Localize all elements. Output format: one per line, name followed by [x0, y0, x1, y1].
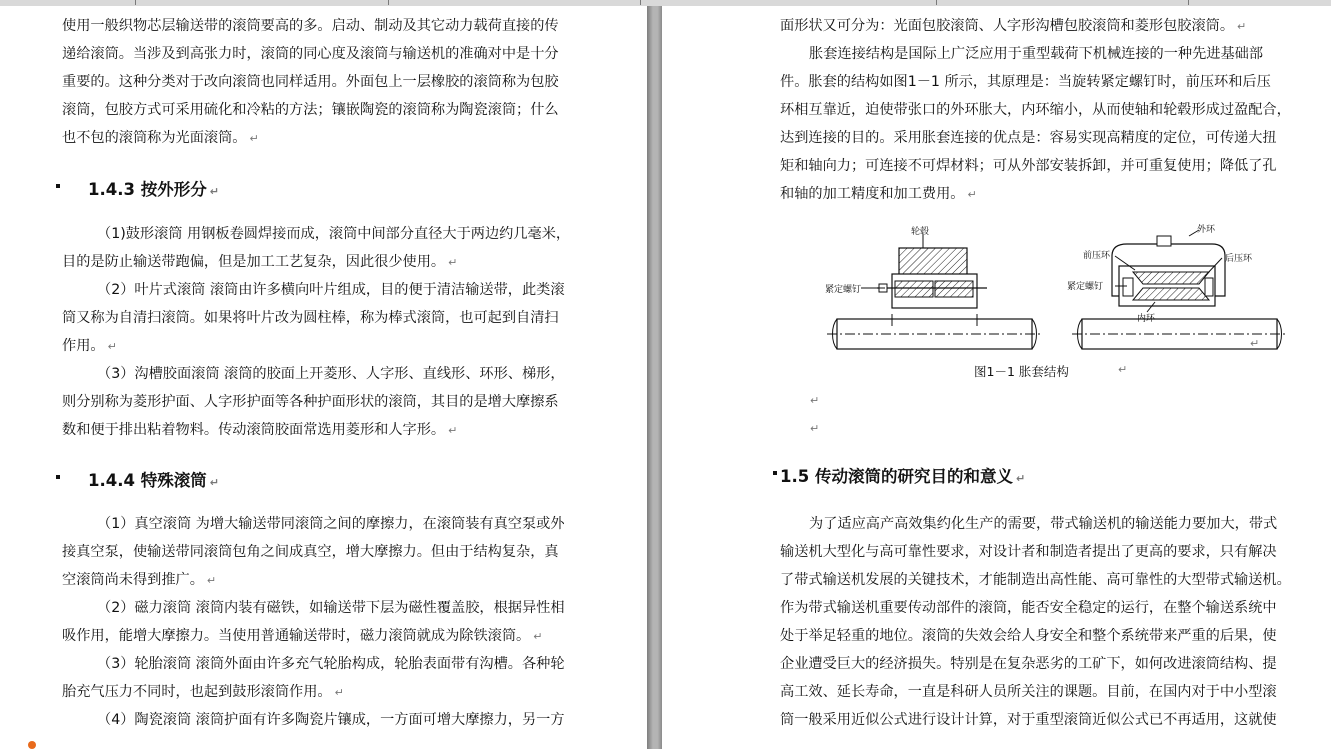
body-text-line: 数和便于排出粘着物料。传动滚筒胶面常选用菱形和人字形。 ↵: [62, 422, 458, 438]
paragraph-mark: ↵: [209, 476, 219, 489]
body-text-line: 作用。 ↵: [62, 338, 117, 354]
label-rear-ring: 后压环: [1225, 254, 1253, 264]
label-screw-left: 紧定螺钉: [825, 285, 862, 295]
label-inner-ring: 内环: [1137, 314, 1156, 324]
body-text-line: 接真空泵，使输送带同滚筒包角之间成真空，增大摩擦力。但由于结构复杂，真: [62, 544, 559, 560]
body-text-line: （4）陶瓷滚筒 滚筒护面有许多陶瓷片镶成，一方面可增大摩擦力，另一方: [97, 712, 565, 728]
body-text-line: 了带式输送机发展的关键技术，才能制造出高性能、高可靠性的大型带式输送机。: [780, 572, 1291, 588]
body-text-line: 递给滚筒。当涉及到高张力时，滚筒的同心度及滚筒与输送机的准确对中是十分: [62, 46, 559, 62]
paragraph-mark: ↵: [334, 686, 344, 699]
body-text-line: 空滚筒尚未得到推广。 ↵: [62, 572, 217, 588]
body-text-line: 件。胀套的结构如图1－1 所示，其原理是：当旋转紧定螺钉时，前压环和后压: [780, 74, 1271, 90]
body-text-line: 筒一般采用近似公式进行设计计算，对于重型滚筒近似公式已不再适用，这就使: [780, 712, 1277, 728]
document-page-left[interactable]: [0, 6, 647, 749]
paragraph-mark: ↵: [1015, 472, 1026, 485]
label-front-ring: 前压环: [1083, 251, 1111, 261]
label-outer-ring: 外环: [1197, 225, 1216, 235]
paragraph-mark: ↵: [810, 422, 820, 435]
body-text-line: 也不包的滚筒称为光面滚筒。 ↵: [62, 130, 259, 146]
paragraph-mark: ↵: [1118, 363, 1128, 376]
ruler-tick: [135, 0, 136, 5]
paragraph-mark: ↵: [533, 630, 543, 643]
paragraph-mark: ↵: [448, 256, 458, 269]
heading-bullet: [56, 475, 60, 479]
body-text-line: 为了适应高产高效集约化生产的需要，带式输送机的输送能力要加大，带式: [809, 516, 1278, 532]
body-text-line: 使用一般织物芯层输送带的滚筒要高的多。启动、制动及其它动力载荷直接的传: [62, 18, 559, 34]
body-text-line: （3）轮胎滚筒 滚筒外面由许多充气轮胎构成，轮胎表面带有沟槽。各种轮: [97, 656, 565, 672]
label-screw-right: 紧定螺钉: [1067, 282, 1104, 292]
body-text-line: 环相互靠近，迫使带张口的外环胀大，内环缩小，从而使轴和轮毂形成过盈配合，: [780, 102, 1291, 118]
ruler-tick: [936, 0, 937, 5]
body-text-line: （2）叶片式滚筒 滚筒由许多横向叶片组成，目的便于清洁输送带，此类滚: [97, 282, 565, 298]
paragraph-mark: ↵: [249, 132, 259, 145]
section-heading: 1.4.4 特殊滚筒 ↵: [88, 471, 219, 490]
body-text-line: 达到连接的目的。采用胀套连接的优点是：容易实现高精度的定位，可传递大扭: [780, 130, 1277, 146]
body-text-line: （1）真空滚筒 为增大输送带同滚筒之间的摩擦力，在滚筒装有真空泵或外: [97, 516, 565, 532]
paragraph-mark: ↵: [1237, 20, 1247, 33]
paragraph-mark: ↵: [810, 394, 820, 407]
label-hub: 轮毂: [911, 227, 930, 237]
body-text-line: 作为带式输送机重要传动部件的滚筒，能否安全稳定的运行，在整个输送系统中: [780, 600, 1277, 616]
heading-bullet: [773, 471, 777, 475]
paragraph-mark: ↵: [448, 424, 458, 437]
body-text-line: 滚筒，包胶方式可采用硫化和冷粘的方法；镶嵌陶瓷的滚筒称为陶瓷滚筒；什么: [62, 102, 559, 118]
section-heading: 1.4.3 按外形分 ↵: [88, 180, 219, 199]
right-assembly-drawing: [1072, 230, 1287, 349]
ruler-tick: [1188, 0, 1189, 5]
ruler-tick: [388, 0, 389, 5]
heading-bullet: [56, 184, 60, 188]
body-text-line: 吸作用，能增大摩擦力。当使用普通输送带时，磁力滚筒就成为除铁滚筒。 ↵: [62, 628, 543, 644]
paragraph-mark: ↵: [206, 574, 217, 587]
document-page-right[interactable]: [662, 6, 1331, 749]
body-text-line: 重要的。这种分类对于改向滚筒也同样适用。外面包上一层橡胶的滚筒称为包胶: [62, 74, 559, 90]
body-text-line: 矩和轴向力；可连接不可焊材料；可从外部安装拆卸，并可重复使用；降低了孔: [780, 158, 1277, 174]
expansion-sleeve-figure: [825, 225, 1277, 361]
page-gap: [647, 6, 662, 749]
paragraph-mark: ↵: [967, 188, 977, 201]
body-text-line: 胎充气压力不同时，也起到鼓形滚筒作用。 ↵: [62, 684, 344, 700]
body-text-line: 则分别称为菱形护面、人字形护面等各种护面形状的滚筒，其目的是增大摩擦系: [62, 394, 559, 410]
paragraph-mark: ↵: [209, 185, 219, 198]
body-text-line: 目的是防止输送带跑偏，但是加工工艺复杂，因此很少使用。 ↵: [62, 254, 458, 270]
body-text-line: 处于举足轻重的地位。滚筒的失效会给人身安全和整个系统带来严重的后果，使: [780, 628, 1277, 644]
body-text-line: 输送机大型化与高可靠性要求，对设计者和制造者提出了更高的要求，只有解决: [780, 544, 1277, 560]
body-text-line: （2）磁力滚筒 滚筒内装有磁铁，如输送带下层为磁性覆盖胶，根据异性相: [97, 600, 565, 616]
status-dot: [28, 741, 36, 749]
figure-caption: 图1－1 胀套结构: [974, 364, 1069, 379]
paragraph-mark: ↵: [1250, 337, 1260, 350]
body-text-line: 面形状又可分为：光面包胶滚筒、人字形沟槽包胶滚筒和菱形包胶滚筒。 ↵: [780, 18, 1247, 34]
body-text-line: 胀套连接结构是国际上广泛应用于重型载荷下机械连接的一种先进基础部: [809, 46, 1264, 62]
body-text-line: （3）沟槽胶面滚筒 滚筒的胶面上开菱形、人字形、直线形、环形、梯形，: [97, 366, 565, 382]
body-text-line: 和轴的加工精度和加工费用。 ↵: [780, 186, 977, 202]
section-heading: 1.5 传动滚筒的研究目的和意义 ↵: [780, 467, 1026, 486]
body-text-line: 高工效、延长寿命，一直是科研人员所关注的课题。目前，在国内对于中小型滚: [780, 684, 1277, 700]
body-text-line: 筒又称为自清扫滚筒。如果将叶片改为圆柱棒，称为棒式滚筒，也可起到自清扫: [62, 310, 559, 326]
ruler-tick: [640, 0, 641, 5]
body-text-line: （1)鼓形滚筒 用钢板卷圆焊接而成，滚筒中间部分直径大于两边约几毫米，: [97, 226, 571, 242]
body-text-line: 企业遭受巨大的经济损失。特别是在复杂恶劣的工矿下，如何改进滚筒结构、提: [780, 656, 1277, 672]
paragraph-mark: ↵: [107, 340, 117, 353]
